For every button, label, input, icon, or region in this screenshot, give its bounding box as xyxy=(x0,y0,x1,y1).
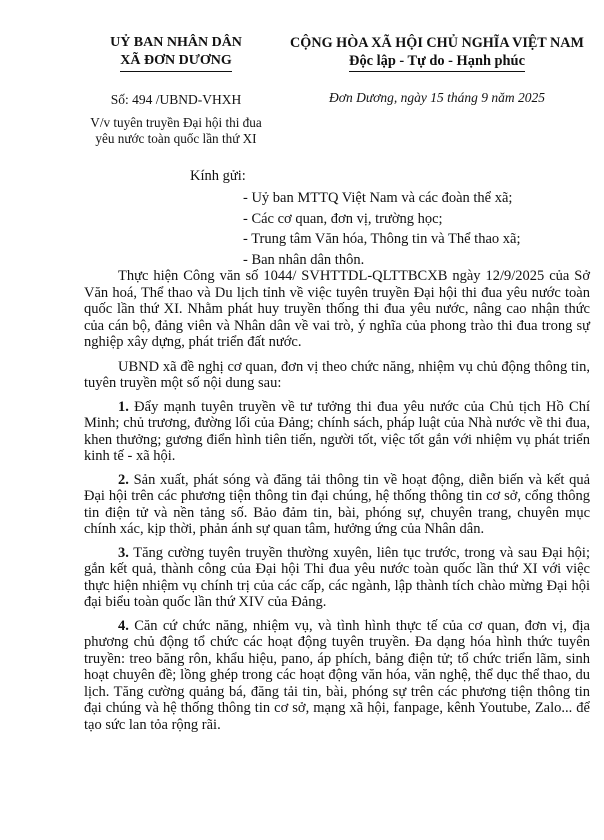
commune-name: XÃ ĐƠN DƯƠNG xyxy=(120,52,231,72)
recipient-item: - Các cơ quan, đơn vị, trường học; xyxy=(243,210,443,227)
document-body xyxy=(84,268,590,740)
salutation: Kính gửi: xyxy=(190,168,246,184)
subject-line-1: V/v tuyên truyền Đại hội thi đua xyxy=(90,115,262,130)
country-name: CỘNG HÒA XÃ HỘI CHỦ NGHĨA VIỆT NAM xyxy=(290,35,584,51)
item-number: 3. xyxy=(118,544,129,561)
content-item-1 xyxy=(84,399,590,465)
item-text: Căn cứ chức năng, nhiệm vụ, và tình hình thực tế của cơ quan, đơn vị, địa phương chủ động tổ chức các hoạt động tuyên truyền. Đa dạng hóa hình thức tuyên truyền: treo băng rôn, khẩu hiệu, pano, áp phích, bảng điện tử; tổ chức triển lãm, sinh hoạt chuyên đề; lồng ghép trong các hoạt động văn hóa, văn nghệ, thể dục thể thao, du lịch. Tăng cường quảng bá, đăng tải tin, bài, phóng sự trên các phương tiện thông tin đại chúng và hệ thống thông tin cơ sở, mạng xã hội, fanpage, kênh Youtube, Zalo... để tạo sức lan tỏa rộng rãi. xyxy=(84,617,590,733)
authority-name: UỶ BAN NHÂN DÂN xyxy=(110,35,242,50)
national-motto xyxy=(282,34,592,72)
recipient-list xyxy=(243,188,521,270)
item-text: Tăng cường tuyên truyền thường xuyên, liên tục trước, trong và sau Đại hội; gắn kết quả, thành công của Đại hội Thi đua yêu nước toàn quốc lần thứ XI với việc thực hiện nhiệm vụ chính trị của các cấp, các ngành, lập thành tích chào mừng Đại hội đại biểu toàn quốc lần thứ XIV của Đảng. xyxy=(84,544,590,610)
item-text: Sản xuất, phát sóng và đăng tải thông tin về hoạt động, diễn biến và kết quả Đại hội trên các phương tiện thông tin đại chúng, hệ thống thông tin cơ sở, cổng thông tin điện tử và nền tảng số. Bảo đảm tin, bài, phóng sự, chuyên trang, chuyên mục chính xác, kịp thời, phản ánh sự quan tâm, hưởng ứng của Nhân dân. xyxy=(84,471,590,537)
recipient-item: - Uỷ ban MTTQ Việt Nam và các đoàn thể xã; xyxy=(243,190,513,206)
item-number: 2. xyxy=(118,471,129,488)
intro-paragraph: Thực hiện Công văn số 1044/ SVHTTDL-QLTTBCXB ngày 12/9/2025 của Sở Văn hoá, Thể thao và Du lịch tỉnh về việc tuyên truyền Đại hội thi đua yêu nước toàn quốc lần thứ XI. Nhằm phát huy truyền thống thi đua yêu nước, nâng cao nhận thức của cán bộ, đảng viên và Nhân dân về vai trò, ý nghĩa của phong trào thi đua trong sự nghiệp xây dựng, phát triển đất nước. xyxy=(84,268,590,350)
place-and-date: Đơn Dương, ngày 15 tháng 9 năm 2025 xyxy=(328,90,545,105)
document-number: Số: 494 /UBND-VHXH xyxy=(110,92,242,107)
subject-line xyxy=(70,115,282,147)
content-item-3 xyxy=(84,545,590,611)
subject-line-2: yêu nước toàn quốc lần thứ XI xyxy=(95,131,257,146)
content-item-4 xyxy=(84,618,590,734)
request-paragraph: UBND xã đề nghị cơ quan, đơn vị theo chức năng, nhiệm vụ chủ động thông tin, tuyên truyền một số nội dung sau: xyxy=(84,358,590,391)
content-item-2 xyxy=(84,472,590,538)
item-number: 1. xyxy=(118,398,129,415)
recipient-item: - Ban nhân dân thôn. xyxy=(243,251,365,268)
motto: Độc lập - Tự do - Hạnh phúc xyxy=(349,52,525,72)
recipient-item: - Trung tâm Văn hóa, Thông tin và Thể thao xã; xyxy=(243,231,521,247)
item-text: Đẩy mạnh tuyên truyền về tư tưởng thi đua yêu nước của Chủ tịch Hồ Chí Minh; chủ trương, đường lối của Đảng; chính sách, pháp luật của Nhà nước về thi đua, khen thưởng; gương điển hình tiên tiến, người tốt, việc tốt gắn với nhiệm vụ phát triển kinh tế - xã hội. xyxy=(84,398,590,464)
item-number: 4. xyxy=(118,617,129,634)
issuing-authority xyxy=(84,34,268,72)
